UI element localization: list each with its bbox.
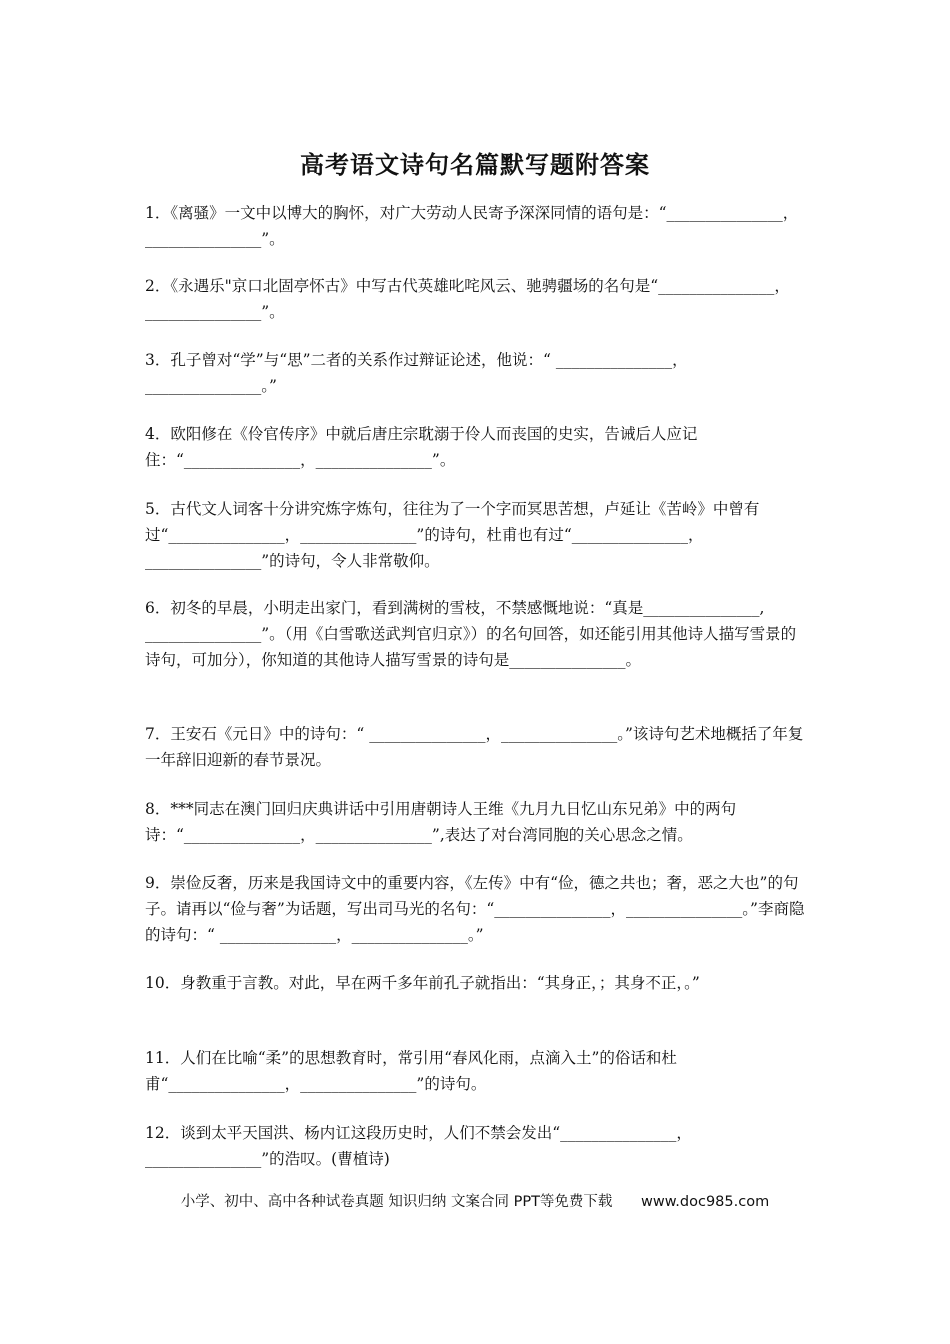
question-4: 4．欧阳修在《伶官传序》中就后唐庄宗耽溺于伶人而丧国的史实，告诫后人应记住：“_______________，_______________”。: [145, 425, 698, 469]
question-3: 3．孔子曾对“学”与“思”二者的关系作过辩证论述，他说：“ _______________，_______________。”: [145, 351, 688, 395]
footer-site-link[interactable]: www.doc985.com: [641, 1194, 770, 1210]
footer-text: 小学、初中、高中各种试卷真题 知识归纳 文案合同 PPT等免费下载: [180, 1194, 613, 1210]
question-2: 2．《永遇乐"京口北固亭怀古》中写古代英雄叱咤风云、驰骋疆场的名句是“_______________，_______________”。: [145, 277, 790, 321]
question-5: 5．古代文人词客十分讲究炼字炼句，往往为了一个字而冥思苦想，卢延让《苦岭》中曾有过“_______________，_______________”的诗句，杜甫也有过“_______________，_______________”的诗句，令人非常敬仰。: [145, 500, 760, 570]
question-11: 11．人们在比喻“柔”的思想教育时，常引用“春风化雨，点滴入土”的俗话和杜甫“_______________，_______________”的诗句。: [145, 1049, 677, 1093]
page-title: 高考语文诗句名篇默写题附答案: [300, 150, 650, 179]
question-8: 8．***同志在澳门回归庆典讲话中引用唐朝诗人王维《九月九日忆山东兄弟》中的两句诗：“_______________，_______________”,表达了对台湾同胞的关心思念之情。: [145, 800, 737, 844]
question-12: 12．谈到太平天国洪、杨内讧这段历史时，人们不禁会发出“_______________，_______________”的浩叹。(曹植诗): [145, 1124, 692, 1168]
page-footer: [0, 1190, 950, 1211]
question-10: 10．身教重于言教。对此，早在两千多年前孔子就指出：“其身正，；其身不正，。”: [145, 974, 700, 992]
question-9: 9．崇俭反奢，历来是我国诗文中的重要内容，《左传》中有“俭，德之共也；奢，恶之大也”的句子。请再以“俭与奢”为话题，写出司马光的名句：“_______________，_______________。”李商隐的诗句：“ _______________，_______________。”: [145, 874, 805, 944]
question-6: 6．初冬的早晨，小明走出家门，看到满树的雪枝，不禁感慨地说：“真是_______________, _______________”。（用《白雪歌送武判官归京》）的名句回答，如还能引用其他诗人描写雪景的诗句，可加分），你知道的其他诗人描写雪景的诗句是_______________。: [145, 599, 797, 669]
question-7: 7．王安石《元日》中的诗句：“ _______________，_______________。”该诗句艺术地概括了年复一年辞旧迎新的春节景况。: [145, 725, 804, 769]
question-1: 1．《离骚》一文中以博大的胸怀，对广大劳动人民寄予深深同情的语句是：“_______________，_______________”。: [145, 204, 799, 248]
